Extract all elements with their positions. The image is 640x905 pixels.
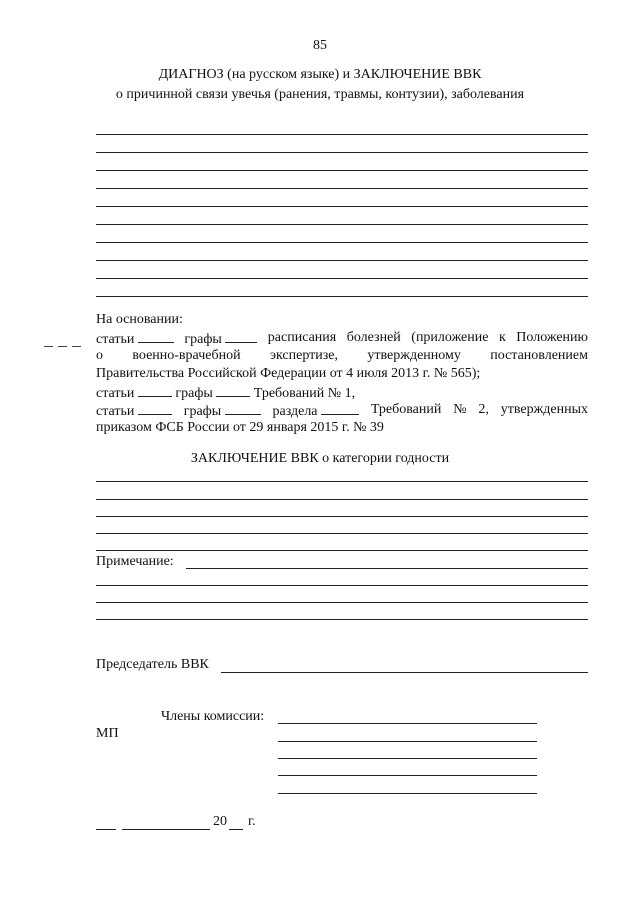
note-line[interactable]	[96, 619, 588, 620]
diagnosis-line[interactable]	[96, 296, 588, 297]
fitness-line[interactable]	[96, 550, 588, 551]
basis-line-4: статьи графы Требований № 1,	[96, 386, 356, 401]
section-blank[interactable]	[321, 402, 359, 415]
note-line[interactable]	[96, 602, 588, 603]
member-signature-line[interactable]	[278, 758, 537, 759]
column-blank[interactable]	[216, 384, 250, 397]
fitness-line[interactable]	[96, 533, 588, 534]
day-blank[interactable]	[96, 829, 116, 830]
year-suffix: г.	[248, 814, 256, 829]
members-label: Члены комиссии:	[161, 709, 265, 724]
article-blank[interactable]	[138, 384, 172, 397]
stamp-label: МП	[96, 726, 119, 741]
diagnosis-line[interactable]	[96, 170, 588, 171]
diagnosis-line[interactable]	[96, 260, 588, 261]
chairman-label: Председатель ВВК	[96, 657, 209, 672]
diagnosis-line[interactable]	[96, 242, 588, 243]
member-signature-line[interactable]	[278, 741, 537, 742]
article-blank[interactable]	[138, 402, 172, 415]
basis-heading: На основании:	[96, 312, 183, 327]
diagnosis-line[interactable]	[96, 206, 588, 207]
fitness-line[interactable]	[96, 516, 588, 517]
note-line[interactable]	[186, 568, 588, 569]
basis-line-2: о военно-врачебной экспертизе, утвержденному постановлением	[96, 348, 588, 363]
fitness-line[interactable]	[96, 499, 588, 500]
column-blank[interactable]	[225, 330, 257, 343]
year-prefix: 20	[213, 814, 227, 829]
fitness-title: ЗАКЛЮЧЕНИЕ ВВК о категории годности	[190, 451, 450, 466]
document-subtitle: о причинной связи увечья (ранения, травмы, контузии), заболевания	[115, 87, 525, 102]
document-title: ДИАГНОЗ (на русском языке) и ЗАКЛЮЧЕНИЕ ВВК	[158, 67, 482, 82]
basis-line-6: приказом ФСБ России от 29 января 2015 г. № 39	[96, 420, 384, 435]
basis-line-1: статьи графы расписания болезней (приложение к Положению	[96, 330, 588, 347]
basis-line-5: статьи графы раздела Требований № 2, утвержденных	[96, 402, 588, 419]
page-number: 85	[313, 38, 327, 53]
article-blank[interactable]	[138, 330, 174, 343]
note-line[interactable]	[96, 585, 588, 586]
diagnosis-line[interactable]	[96, 134, 588, 135]
member-signature-line[interactable]	[278, 775, 537, 776]
diagnosis-line[interactable]	[96, 224, 588, 225]
diagnosis-line[interactable]	[96, 152, 588, 153]
member-signature-line[interactable]	[278, 723, 537, 724]
margin-marks	[44, 346, 94, 350]
note-label: Примечание:	[96, 554, 174, 569]
member-signature-line[interactable]	[278, 793, 537, 794]
fitness-line[interactable]	[96, 481, 588, 482]
diagnosis-line[interactable]	[96, 188, 588, 189]
diagnosis-line[interactable]	[96, 278, 588, 279]
month-blank[interactable]	[122, 829, 210, 830]
chairman-signature-line[interactable]	[221, 672, 588, 673]
column-blank[interactable]	[225, 402, 261, 415]
basis-line-3: Правительства Российской Федерации от 4 июля 2013 г. № 565);	[96, 366, 481, 381]
year-blank[interactable]	[229, 829, 243, 830]
